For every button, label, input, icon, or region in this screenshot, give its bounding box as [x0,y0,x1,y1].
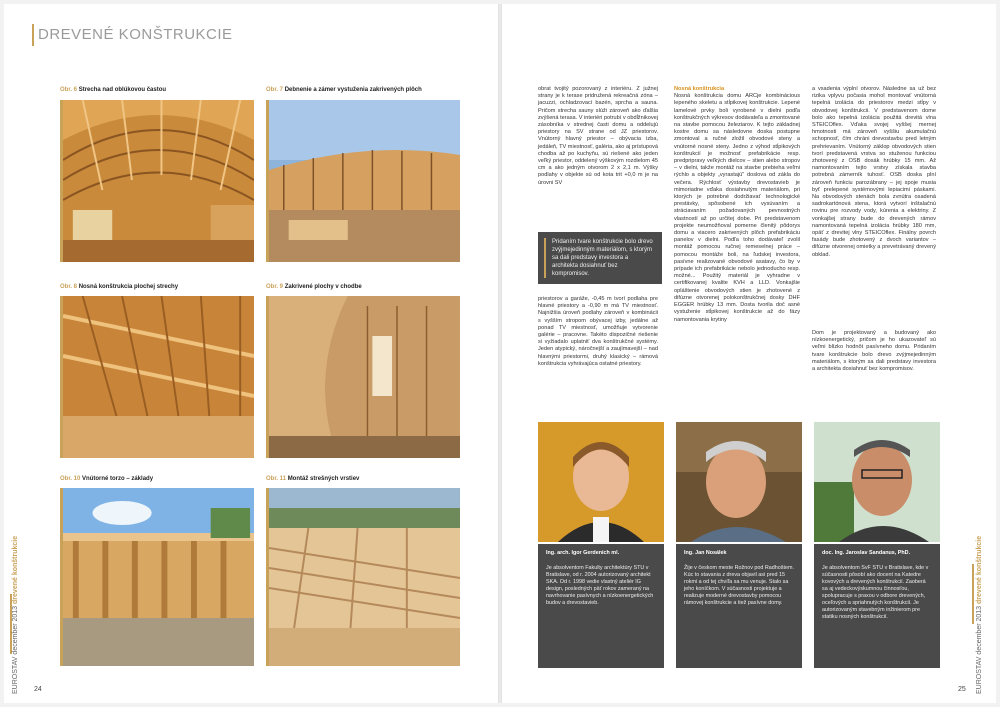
figure-caption: Obr. 11 Montáž strešných vrstiev [266,476,360,482]
bio-text: Je absolventom Fakulty architektúry STU v Bratislave, od r. 2004 autorizovaný architekt SKA. Od r. 1998 vedie vlastný ateliér IG design, posledných päť rokov zameraný na navrhovanie pasívnych a nízkoenergetických budov a drevostavieb. [546,565,654,606]
photo-interior-foundations [60,488,254,666]
figure-caption: Obr. 9 Zakrivené plochy v chodbe [266,284,362,290]
portrait-sandanus [814,422,940,542]
pull-quote: Pridaním tvare konštrukcie bolo drevo zvýjmejedinným materiálom, s ktorým sa dali predstavy investora a architekta dosiahnuť bez kompromisov. [538,232,662,284]
bio-card [676,544,802,668]
bio-card [814,544,940,668]
body-column-1: obrat tvojitý pozorovaný z interiéru. Z južnej strany je k terase pridružená rekreačná zóna – jacuzzi, ochladzovací bazén, sprcha a sauna. Pričom strecha sauny slúži zároveň ako ďalšia zvýšená terasa. V interiéri potrubí v obdĺžnikovej zásobníka v strednej časti domu a oddelujú priestory na SV strane od JZ priestorov. Vnútorný hlavný priestor – obývacia izba, jedáleň, TV miestnosť, galéria, ako aj prístupová chodba až po kuchyňu, sú riešené ako jeden veľký priestor, oddelený výškovým rozdielom 45 cm a ako jedným otvorom 2 x 2,1 m. Výšky podlahy v objekte sú od kota trit +0,0 m je na úrovni SV [538,86,659,186]
bio-name: Ing. Jan Nosálek [684,550,727,556]
body-column-2 [674,86,800,324]
bio-card [538,544,664,668]
figure-caption: Obr. 6 Strecha nad oblúkovou častou [60,87,167,93]
figure-caption: Obr. 10 Vnútorné torzo – základy [60,476,154,482]
page-number: 24 [34,686,42,693]
photo-formwork-curved [266,100,460,262]
body-column-1b: priestorov a garáže, -0,45 m tvorí podlaha pre hlavné priestory a -0,90 m má TV miestnosť. Najnižšia úroveň podlahy zároveň v kombinácii s vyšším stropom obývacej izby, jedálne až ponad TV miestnosť, umožňuje vytvorenie galérie – pracovne. Takéto dispozičné riešenie si vyžiadalo uplatniť dva konštrukčné systémy. Jeden atypický, náročnejší a zaujímavejší – nad hlavnými priestormi, druhý klasický – rámová konštrukcia vyhrávajúca ostatné priestory. [538,296,658,367]
figure-caption: Obr. 8 Nosná konštrukcia plochej strechy [60,284,179,290]
body-column-3b: Dom je projektovaný a budovaný ako nízkoenergetický, pričom je ho ukazovateľ sú veľmi blízko hodnôt pasívneho domu. Pridaním tvare konštrukcie bolo drevo zvýjmejedinným materiálom, s ktorým sa dali predstavy investora a architekta dosiahnuť bez kompromisov. [812,330,936,373]
section-title: DREVENÉ KONŠTRUKCIE [38,26,233,43]
bio-text: Žije v českom meste Rožnov pod Radhoštem. Kúc to stavania z dreva objavil asi pred 15 rokmi a od tej chvíľa sa mu venuje. Stalo sa jeho koníčkom. V súčasnosti projektuje a realizuje moderné drevostavby pomocou rámovej konštrukcie a tiež pasívne domy. [684,565,794,606]
body-column-3: a vsadenia výplní otvorov. Následne sa už bez rizika vplyvu počasia mohol montovať vnútorná tepelná izolácia do priestorov medzi stĺpy v obvodovej konštrukcii. V predstavenom dome bolo ako tepelná izolácia použitá drevitá vlna STEICOflex. Vďaka svojej vyššej mernej hmotnosti má zároveň vyššiu akumulačnú schopnosť, čím chráni drevostavbu pred letným prehrievaním. Vnútorný záklop obvodových stien tvorí predstavená vrstva so stuženou funkciou zhotovený z OSB dosák hrúbky 15 mm. Až namontovaním tejto vrstvy získala stavba potrebná zámerník tuhosť. OSB doska plní zároveň funkciu parozábrany – jej spoje musia byť prelepené systémovými lepiacimi páskami. Na obvodových stenách bola zvnútra osadená sadrokartónová stena, ktorá vytvorí inštalačnú rovinu pre rozvody vody, kúrenia a elektriny. Z vonkajšej strany bude do drevených rámov namontovaná tepelná izolácia hrúbky 180 mm, opäť z drevitej vlny STEICOflex. Finálny povrch fasády bude zhotovený z dvoch variantov – difúzne otvorenej omietky a prevetrávaný drevený obklad. [812,86,936,258]
side-label: EUROSTAV december 2013 drevené konštrukcie [12,535,19,694]
right-page [502,4,996,703]
subheading: Nosná konštrukcia [674,86,725,92]
body-text: Nosná konštrukcia domu ARCje kombinácious lepeného skeletu a stĺpikovej konštrukcie. Lepené lamelové prvky boli vyrobené v dielni podľa konštrukčných výkresov dodávateľa a zmontované na stavbe pomocou železiarov. K tejto základnej kostre domu sa následovne doska postupne zmontoval a ručné zložil obvodové steny a vnútorné nosné steny. Jedno z výhod stĺpikových konštrukcií je možnosť prefabrikácie resp. predpripravy veľkých dielcov – stien alebo stropov – v dielni, takže montáž na stavbe prebieha veľmi rýchlo a objekty „vyrastajú" doslova od zákla do večera. Rýchlosť výstavby drevostavieb je mimoriadne vďaka dosiahnutým materiálom, pri ktorých je potrebné dodržiavať technologické prestávky, spôsobené ich vysúvaním a stráciavaním požadovaných pevnostných vlastností až po určitej dobe. Pri predstavenom projekte neumožňoval pomerne členitý pôdorys domu a viacero zakrivených plôch prefabrikáciu panelov v dielni. Podľa toho dodávateľ zvolil montáž pomocou ručnej remeselnej práce – pomocou montáže boli, na ľudskej investora, pasívne realizované obvodové asatavy, čo by v prípade ich prefabrikácie nebolo jednoducho resp. možné... Použitý materiál je vyhradne v certifikovanej kvalite KVH a LLD. Vonkajšie opláštenie obvodových stien je zhotovené z difúzne otvorenej polokonštrukčnej dosky DHF EGGER hrúbky 13 mm. Dosta tvorila doč asné vystuženie stĺpikovej konštrukcie až do fázy namontovania krytiny [674,93,800,323]
figure-caption: Obr. 7 Debnenie a zámer vystuženia zakrivených plôch [266,87,422,93]
photo-roof-layers-assembly [266,488,460,666]
photo-curved-corridor [266,296,460,458]
side-accent-bar [972,564,974,624]
photo-flat-roof-structure [60,296,254,458]
bio-name: doc. Ing. Jaroslav Sandanus, PhD. [822,550,911,556]
bio-name: Ing. arch. Igor Gerdenich ml. [546,550,620,556]
portrait-gerdenich [538,422,664,542]
photo-roof-arched [60,100,254,262]
left-page [4,4,498,703]
side-label: EUROSTAV december 2013 drevené konštrukcie [976,535,983,694]
title-rule [32,24,34,46]
portrait-nosalek [676,422,802,542]
bio-text: Je absolventom SvF STU v Bratislave, kde v súčasnosti pôsobí ako docent na Katedre kovových a drevených konštrukcií. Zaoberá sa aj vedeckovýskumnou činnosťou, spolupracuje s praxou v odbore drevených, oceľových a spriahnutých konštrukcií. Je autorizovaným stavebným inžinierom pre statiku nosných konštrukcií. [822,565,929,620]
page-number: 25 [958,686,966,693]
